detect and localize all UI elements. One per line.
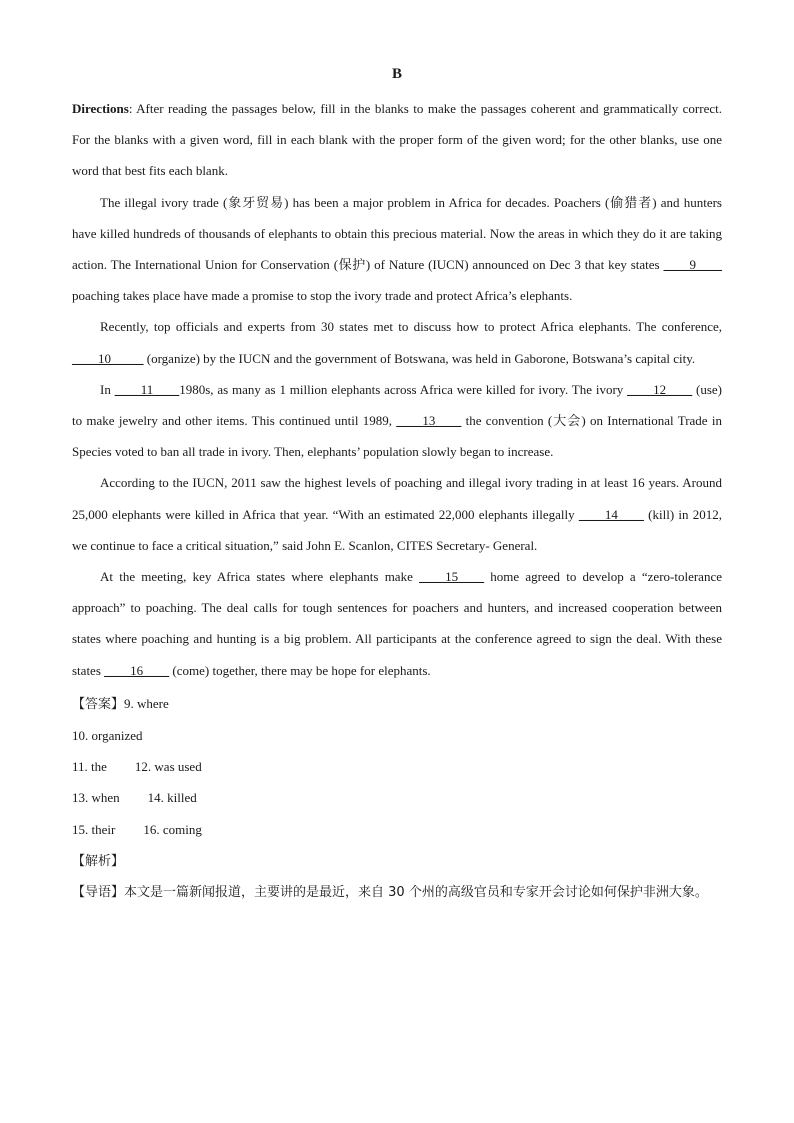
blank-13: ____13____: [396, 413, 462, 429]
blank-16: ____16____: [104, 662, 170, 678]
blank-15: ____15____: [419, 569, 485, 585]
blank-10: ____10_____: [72, 350, 144, 366]
passage-text: home agreed to develop a “zero-tolerance approach” to poaching. The deal calls for tough sentences for poachers and hunters, and increased cooperation between states where poaching and hunting is a big problem. All participants at the conference agreed to sign the deal. With these states: [72, 569, 722, 678]
blank-11: ____11____: [114, 381, 180, 397]
passage-text: At the meeting, key Africa states where elephants make: [100, 569, 420, 585]
analysis-label: 【解析】: [72, 853, 125, 869]
passage-text: In: [100, 381, 115, 397]
passage-text: (kill) in 2012, we continue to face a critical situation,” said John E. Scanlon, CITES Secretary- General.: [72, 506, 722, 553]
passage-text: According to the IUCN, 2011 saw the highest levels of poaching and illegal ivory trading in at least 16 years. Around 25,000 elephants were killed in Africa that year. “With an estimated 22,000 elephants illegally: [72, 475, 722, 522]
answer-11: 11. the: [72, 759, 107, 775]
answer-9: 9. where: [124, 695, 169, 711]
directions-text: : After reading the passages below, fill in the blanks to make the passages coherent and grammatically correct. For the blanks with a given word, fill in each blank with the proper form of the given word; for the other blanks, use one word that best fits each blank.: [72, 101, 722, 179]
passage-paragraph-4: [72, 467, 722, 561]
answers-section: [72, 688, 722, 845]
passage-text: (organize) by the IUCN and the government of Botswana, was held in Gaborone, Botswana’s capital city.: [143, 350, 696, 366]
directions-paragraph: [72, 93, 722, 187]
passage-text: (use) to make jewelry and other items. This continued until 1989,: [72, 381, 722, 429]
passage-paragraph-3: [72, 374, 722, 468]
answer-12: 12. was used: [134, 759, 202, 775]
blank-14: ____14____: [578, 506, 644, 522]
directions-label: Directions: [72, 101, 129, 116]
passage-text: poaching takes place have made a promise to stop the ivory trade and protect Africa’s elephants.: [72, 288, 573, 304]
intro-label: 【导语】: [72, 885, 125, 901]
answer-13: 13. when: [72, 790, 120, 806]
answer-line: [72, 751, 722, 782]
analysis-heading: [72, 845, 722, 877]
answer-line: [72, 720, 722, 751]
answer-line: [72, 782, 722, 813]
intro-paragraph: [72, 877, 722, 908]
passage-paragraph-2: [72, 311, 722, 373]
answers-label: 【答案】: [72, 696, 125, 712]
passage-text: 1980s, as many as 1 million elephants across Africa were killed for ivory. The ivory: [179, 381, 628, 397]
answer-16: 16. coming: [143, 821, 202, 837]
answer-15: 15. their: [72, 821, 116, 837]
answer-line: [72, 814, 722, 845]
passage-text: Recently, top officials and experts from 30 states met to discuss how to protect Africa elephants. The conference,: [100, 319, 722, 335]
answer-14: 14. killed: [147, 790, 197, 806]
intro-text: 本文是一篇新闻报道，主要讲的是最近，来自 30 个州的高级官员和专家开会讨论如何保护非洲大象。: [124, 885, 708, 901]
section-title: B: [391, 66, 402, 82]
blank-12: ____12____: [627, 381, 693, 397]
passage-text: (come) together, there may be hope for elephants.: [169, 662, 431, 678]
answer-line: [72, 688, 722, 720]
blank-9: ____9____: [663, 257, 722, 273]
answer-10: 10. organized: [72, 728, 143, 744]
passage-paragraph-5: [72, 561, 722, 686]
passage-text: The illegal ivory trade (象牙贸易) has been a major problem in Africa for decades. Poachers (偷猎者) and hunters have killed hundreds of thousands of elephants to obtain this precious material. Now the areas in which they do it are taking action. The International Union for Conservation (保护) of Nature (IUCN) announced on Dec 3 that key states: [72, 194, 722, 273]
passage-paragraph-1: [72, 187, 722, 312]
passage-text: the convention (大会) on International Trade in Species voted to ban all trade in ivory. Then, elephants’ population slowly began to increase.: [72, 413, 722, 460]
